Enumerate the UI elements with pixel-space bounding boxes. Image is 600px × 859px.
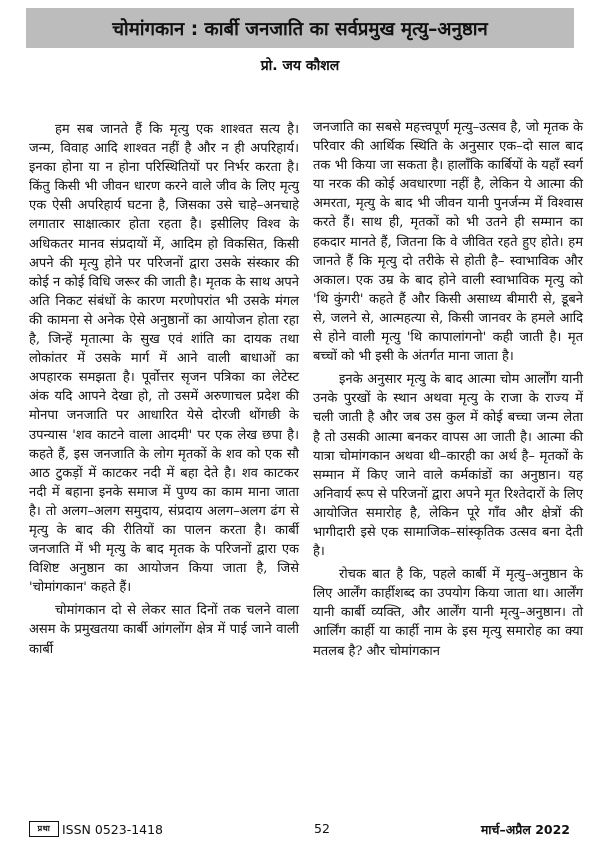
issn-block <box>29 821 163 837</box>
author-name: प्रो. जय कौशल <box>260 58 340 74</box>
page-number: 52 <box>314 821 330 836</box>
paragraph: चोमांगकान दो से लेकर सात दिनों तक चलने वाला असम के प्रमुखतया कार्बी आंगलोंग क्षेत्र में पाई जाने वाली कार्बी <box>29 603 299 657</box>
journal-logo: प्रथा <box>29 821 59 837</box>
paragraph: हम सब जानते हैं कि मृत्यु एक शाश्वत सत्य है। जन्म, विवाह आदि शाश्वत नहीं है और न ही अपरिहार्य। इनका होना या न होना परिस्थितियों पर निर्भर करता है। किंतु किसी भी जीवन धारण करने वाले जीव के लिए मृत्यु एक ऐसी अपरिहार्य घटना है, जिसका उसे चाहे–अनचाहे लगातार साक्षात्कार होता रहता है। इसीलिए विश्व के अधिकतर मानव संप्रदायों में, आदिम हो विकसित, किसी अपने की मृत्यु होने पर परिजनों द्वारा उसके संस्कार की कोई न कोई विधि जरूर की जाती है। मृतक के साथ अपने अति निकट संबंधों के कारण मरणोपरांत भी उसके मंगल की कामना से अनेक ऐसे अनुष्ठानों का आयोजन होता रहा है, जिन्हें मृतात्मा के सुख एवं शांति का दायक तथा लोकांतर में उसके मार्ग में आने वाली बाधाओं का अपहारक समझता है। पूर्वोत्तर सृजन पत्रिका का लेटेस्ट अंक यदि आपने देखा हो, तो उसमें अरुणाचल प्रदेश की मोनपा जनजाति पर आधारित येसे दोरजी थोंगछी के उपन्यास 'शव काटने वाला आदमी' पर एक लेख छपा है। कहते हैं, इस जनजाति के लोग मृतकों के शव को एक सौ आठ टुकड़ों में काटकर नदी में बहा देते है। शव काटकर नदी में बहाना इनके समाज में पुण्य का काम माना जाता है। तो अलग–अलग समुदाय, संप्रदाय अलग–अलग ढंग से मृत्यु के बाद की रीतियों का पालन करता है। कार्बी जनजाति में भी मृत्यु के बाद मृतक के परिजनों द्वारा एक विशिष्ट अनुष्ठान का आयोजन किया जाता है, जिसे 'चोमांगकान' कहते हैं। <box>29 122 299 596</box>
paragraph: जनजाति का सबसे महत्त्वपूर्ण मृत्यु–उत्सव है, जो मृतक के परिवार की आर्थिक स्थिति के अनुसार एक–दो साल बाद तक भी किया जा सकता है। हालाँकि कार्बियों के यहाँ स्वर्ग या नरक की कोई अवधारणा नहीं है, लेकिन ये आत्मा की अमरता, मृत्यु के बाद भी जीवन यानी पुनर्जन्म में विश्वास करते हैं। साथ ही, मृतकों को भी उतने ही सम्मान का हकदार मानते हैं, जितना कि वे जीवित रहते हुए होते। हम जानते हैं कि मृत्यु दो तरीके से होती है– स्वाभाविक और अकाल। एक उम्र के बाद होने वाली स्वाभाविक मृत्यु को 'थि कुंगरी' कहते हैं और किसी असाध्य बीमारी से, डूबने से, जलने से, आत्महत्या से, किसी जानवर के हमले आदि से होने वाली मृत्यु 'थि कापालांगनो' कही जाती है। मृत बच्चों को भी इसी के अंतर्गत माना जाता है। <box>313 120 583 365</box>
left-column <box>29 120 299 659</box>
page-footer <box>29 821 570 843</box>
issn-number: ISSN 0523-1418 <box>62 821 164 837</box>
paragraph: इनके अनुसार मृत्यु के बाद आत्मा चोम आर्लोंग यानी उनके पुरखों के स्थान अथवा मृत्यु के राजा के राज्य में चली जाती है और जब उस कुल में कोई बच्चा जन्म लेता है तो उसकी आत्मा बनकर वापस आ जाती है। आत्मा की यात्रा चोमांगकान अथवा थी–कारही का अर्थ है– मृतकों के सम्मान में किए जाने वाले कर्मकांडों का अनुष्ठान। यह अनिवार्य रूप से परिजनों द्वारा अपने मृत रिश्तेदारों के लिए आयोजित समारोह है, लेकिन पूरे गाँव और क्षेत्रों की भागीदारी इसे एक सामाजिक–सांस्कृतिक उत्सव बना देती है। <box>313 372 583 560</box>
article-title: चोमांगकान : कार्बी जनजाति का सर्वप्रमुख मृत्यु–अनुष्ठान <box>112 18 488 40</box>
title-banner <box>26 8 574 48</box>
right-column <box>313 118 583 661</box>
issue-date: मार्च–अप्रैल 2022 <box>480 822 570 837</box>
paragraph: रोचक बात है कि, पहले कार्बी में मृत्यु–अनुष्ठान के लिए आर्लेंग कार्हीशब्द का उपयोग किया जाता था। आर्लेंग यानी कार्बी व्यक्ति, और आर्लेंग यानी मृत्यु–अनुष्ठान। तो आर्लिंग कार्ही या कार्ही नाम के इस मृत्यु समारोह का क्या मतलब है? और चोमांगकान <box>313 567 583 659</box>
